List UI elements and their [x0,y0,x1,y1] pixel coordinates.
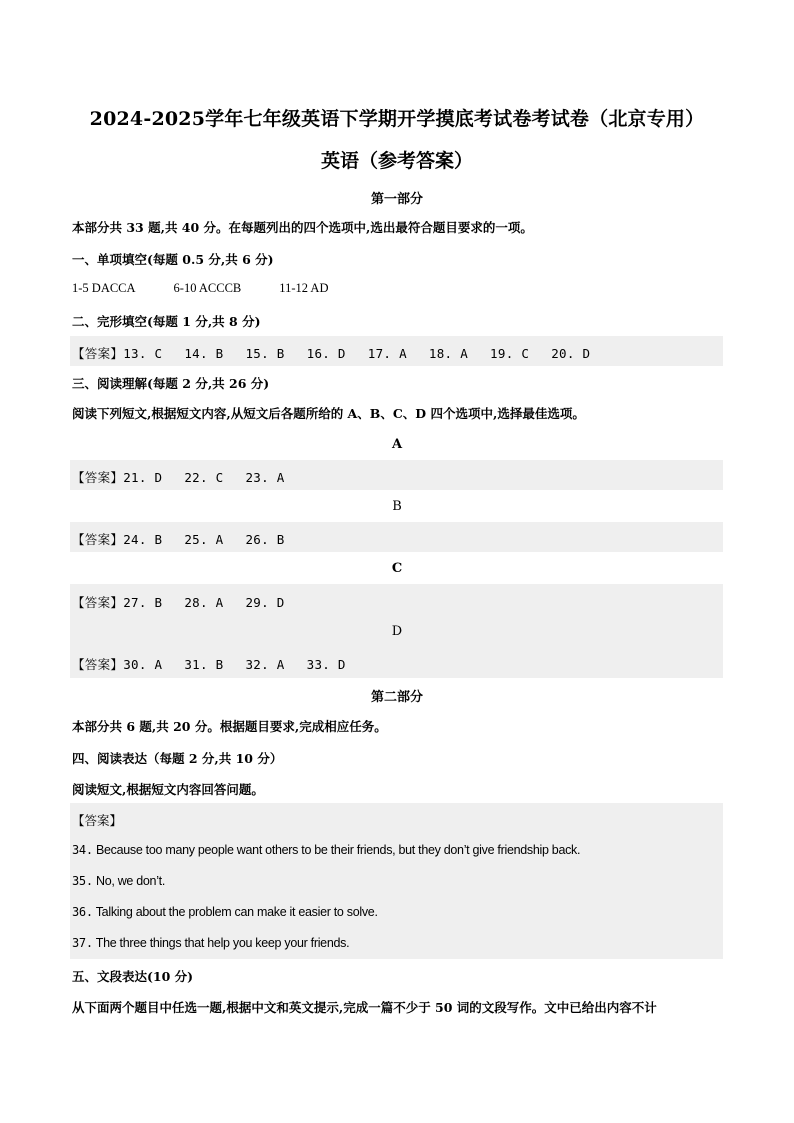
page-subtitle: 英语（参考答案） [320,150,473,172]
part1-intro: 本部分共 33 题,共 40 分。在每题列出的四个选项中,选出最符合题目要求的一项。 [72,220,533,235]
answer-item: 22. C [184,470,224,485]
answer-item: 18. A [428,346,469,361]
section5-intro: 从下面两个题目中任选一题,根据中文和英文提示,完成一篇不少于 50 词的文段写作。文中已给出内容不计 [72,1000,657,1015]
section3-intro: 阅读下列短文,根据短文内容,从短文后各题所给的 A、B、C、D 四个选项中,选择最佳选项。 [72,406,585,421]
answer-item: 15. B [245,346,285,361]
answer-item: 13. C [123,346,163,361]
mc-group: 11-12 AD [279,281,329,295]
answer-item: 25. A [184,532,224,547]
section1-answers [72,281,366,296]
passage-label: D [391,624,403,639]
qa-item [72,905,378,919]
mc-group: 6-10 ACCCB [173,281,242,295]
answer-item: 14. B [184,346,224,361]
answer-item: 23. A [245,470,285,485]
part2-heading: 第二部分 [370,690,423,705]
answer-tag: 【答案】 [72,346,124,361]
part1-heading: 第一部分 [370,192,423,207]
answer-item: 30. A [123,657,163,672]
passage-label: B [392,499,402,514]
answer-item: 19. C [490,346,530,361]
passage-answers [72,593,307,611]
answer-text: The three things that help you keep your friends. [95,936,350,950]
answer-tag: 【答案】 [72,657,124,672]
passage-answers [72,655,368,673]
qa-item [72,843,580,857]
answer-item: 20. D [551,346,591,361]
section5-heading: 五、文段表达(10 分) [72,969,194,984]
passage-answers [72,468,307,486]
mc-group: 1-5 DACCA [72,281,136,295]
answer-item: 32. A [245,657,285,672]
part2-intro: 本部分共 6 题,共 20 分。根据题目要求,完成相应任务。 [72,719,387,734]
answer-item: 16. D [306,346,346,361]
answer-item: 24. B [123,532,163,547]
qa-item [72,874,165,888]
answer-item: 28. A [184,595,224,610]
answer-item: 31. B [184,657,224,672]
question-number: 34. [72,843,93,857]
answer-text: Talking about the problem can make it easier to solve. [95,905,378,919]
answer-tag: 【答案】 [72,532,124,547]
answer-item: 26. B [245,532,285,547]
answer-item: 27. B [123,595,163,610]
answer-tag: 【答案】 [72,470,124,485]
answer-item: 21. D [123,470,163,485]
answer-item: 33. D [306,657,346,672]
section3-heading: 三、阅读理解(每题 2 分,共 26 分) [72,376,270,391]
section2-answers [72,344,612,362]
page-title: 2024-2025学年七年级英语下学期开学摸底考试卷考试卷（北京专用） [89,108,705,130]
answer-tag: 【答案】 [72,595,124,610]
question-number: 35. [72,874,93,888]
section1-heading: 一、单项填空(每题 0.5 分,共 6 分) [72,252,274,267]
qa-item [72,936,349,950]
answer-item: 29. D [245,595,285,610]
passage-answers [72,530,307,548]
passage-label: A [391,437,403,452]
answer-item: 17. A [367,346,407,361]
passage-label: C [391,561,403,576]
answer-text: Because too many people want others to be their friends, but they don’t give friendship back. [95,843,581,857]
section4-heading: 四、阅读表达（每题 2 分,共 10 分） [72,751,283,766]
answer-tag: 【答案】 [72,813,123,828]
question-number: 36. [72,905,93,919]
section4-intro: 阅读短文,根据短文内容回答问题。 [72,782,264,797]
question-number: 37. [72,936,93,950]
answer-text: No, we don’t. [95,874,166,888]
section2-heading: 二、完形填空(每题 1 分,共 8 分) [72,314,261,329]
